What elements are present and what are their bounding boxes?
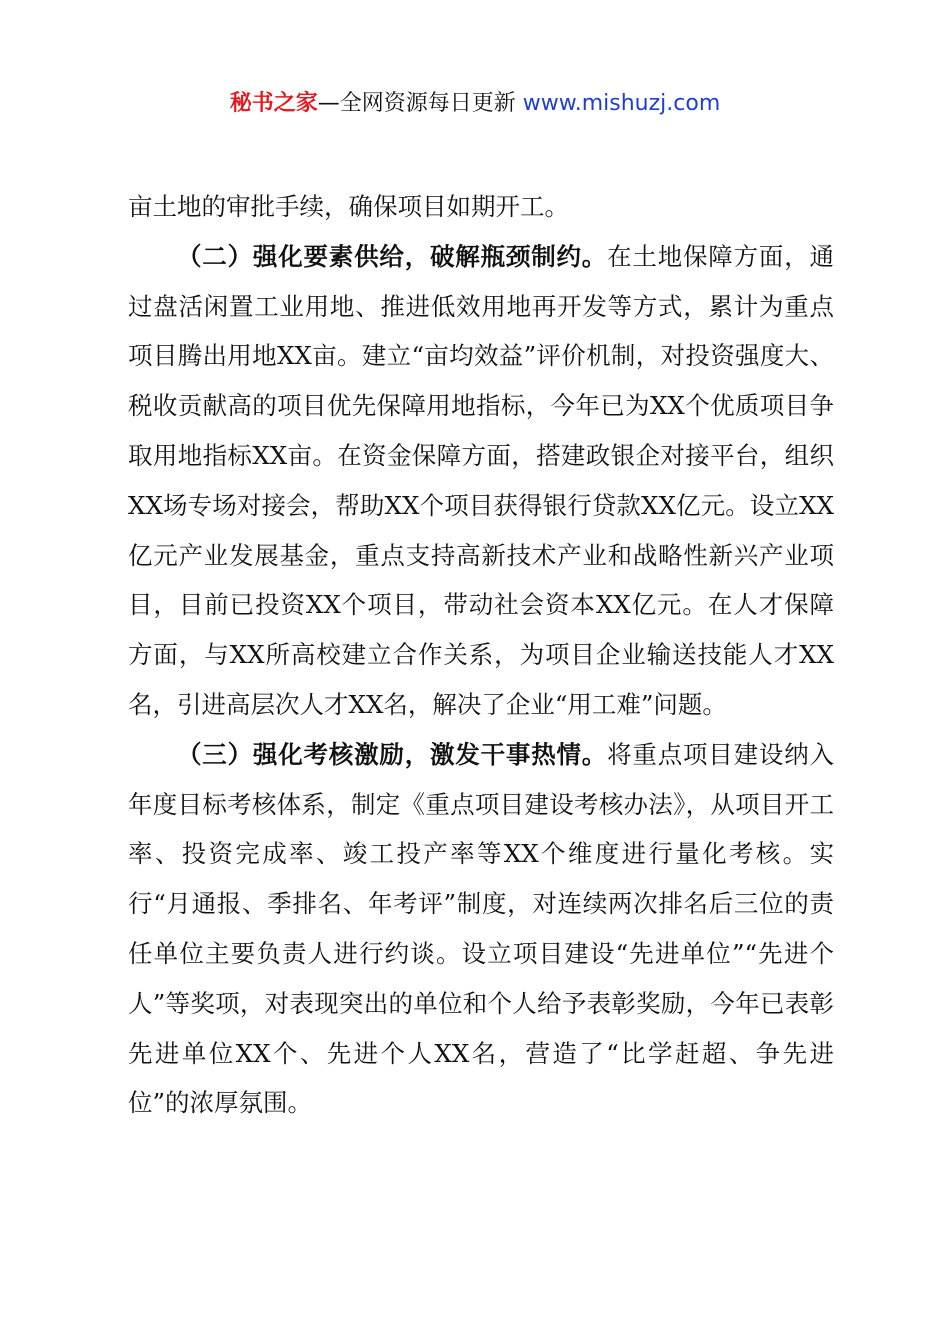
section-heading: （二）强化要素供给，破解瓶颈制约。: [177, 241, 608, 271]
section-heading: （三）强化考核激励，激发干事热情。: [177, 739, 608, 769]
site-url-link[interactable]: www.mishuzj.com: [522, 91, 721, 116]
paragraph-section-2: [128, 232, 834, 730]
paragraph-section-3: [128, 730, 834, 1128]
paragraph-text: 亩土地的审批手续，确保项目如期开工。: [128, 192, 569, 221]
paragraph-text: 将重点项目建设纳入年度目标考核体系，制定《重点项目建设考核办法》，从项目开工率、投资完成率、竣工投产率等XX个维度进行量化考核。实行“月通报、季排名、年考评”制度，对连续两次排名后三位的责任单位主要负责人进行约谈。设立项目建设“先进单位”“先进个人”等奖项，对表现突出的单位和个人给予表彰奖励，今年已表彰先进单位XX个、先进个人XX名，营造了“比学赶超、争先进位”的浓厚氛围。: [128, 739, 835, 1118]
page-header: [0, 86, 950, 122]
document-body: [128, 182, 834, 1128]
header-tagline: —全网资源每日更新: [317, 91, 516, 116]
paragraph-text: 在土地保障方面，通过盘活闲置工业用地、推进低效用地再开发等方式，累计为重点项目腾出用地XX亩。建立“亩均效益”评价机制，对投资强度大、税收贡献高的项目优先保障用地指标，今年已为XX个优质项目争取用地指标XX亩。在资金保障方面，搭建政银企对接平台，组织XX场专场对接会，帮助XX个项目获得银行贷款XX亿元。设立XX亿元产业发展基金，重点支持高新技术产业和战略性新兴产业项目，目前已投资XX个项目，带动社会资本XX亿元。在人才保障方面，与XX所高校建立合作关系，为项目企业输送技能人才XX名，引进高层次人才XX名，解决了企业“用工难”问题。: [128, 241, 835, 719]
paragraph-continuation: [128, 182, 834, 232]
brand-name: 秘书之家: [229, 91, 318, 116]
